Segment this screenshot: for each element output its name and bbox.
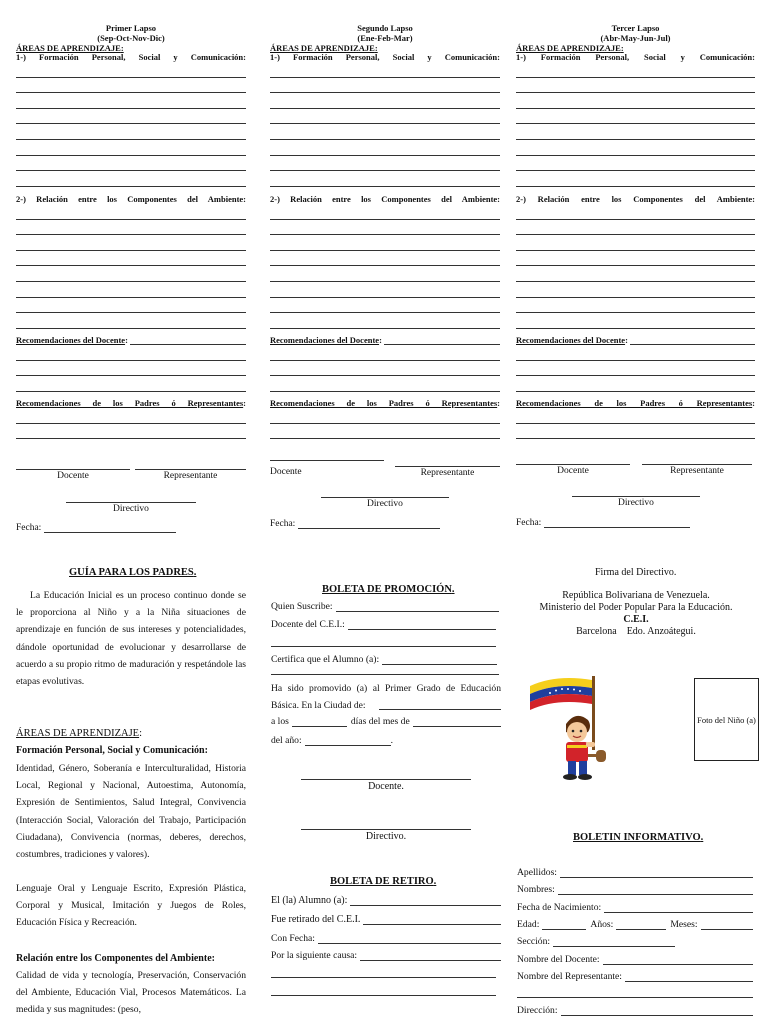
area2-label: 2-) Relación entre los Componentes del Ambiente: [16,194,246,204]
flag-icon [530,676,595,750]
areas-label: ÁREAS DE APRENDIZAJE: [516,43,624,53]
guia-title: GUÍA PARA LOS PADRES. [69,567,197,578]
representante-signature[interactable]: Representante [642,464,752,476]
area2-lines[interactable] [16,204,246,329]
area1-label: 1-) Formación Personal, Social y Comunicación: [516,52,755,62]
nombre-docente-field[interactable]: Nombre del Docente: [517,954,753,965]
edad-field[interactable]: Edad: Años: Meses: [517,919,753,930]
guia-area1-text2: Lenguaje Oral y Lenguaje Escrito, Expresión Plástica, Corporal y Musical, Imitación y Juegos de Roles, Educación Física y Recreación. [16,883,246,929]
firma-directivo: Firma del Directivo. [595,567,677,578]
area2-lines[interactable] [516,204,755,329]
retiro-fecha-field[interactable]: Con Fecha: [271,933,501,944]
rec-padres-lines[interactable] [516,408,755,439]
rec-docente[interactable]: Recomendaciones del Docente : [16,335,246,345]
guia-area2-title: Relación entre los Componentes del Ambiente: [16,953,215,964]
location-line: Barcelona Edo. Anzoátegui. [576,626,696,637]
rec-docente-lines[interactable] [16,345,246,392]
guia-areas-title: ÁREAS DE APRENDIZAJE: [16,728,143,739]
rec-padres[interactable]: Recomendaciones de los Padres ó Representantes : [516,398,755,408]
republica-line: República Bolivariana de Venezuela. [562,590,710,601]
fecha-nacimiento-field[interactable]: Fecha de Nacimiento: [517,902,753,913]
nombres-field[interactable]: Nombres: [517,884,753,895]
blank-line[interactable] [271,674,499,675]
retiro-causa-field[interactable]: Por la siguiente causa: [271,950,501,961]
rec-docente-lines[interactable] [270,345,500,392]
promocion-title: BOLETA DE PROMOCIÓN. [322,584,455,595]
guia-area1-title: Formación Personal, Social y Comunicación: [16,745,208,756]
docente-signature[interactable]: Docente [16,469,130,481]
a-los-field[interactable]: a los días del mes de [271,716,501,727]
areas-label: ÁREAS DE APRENDIZAJE: [16,43,124,53]
quien-suscribe-field[interactable]: Quien Suscribe: [271,601,499,612]
guia-area1-text: Identidad, Género, Soberanía e Interculturalidad, Historia Local, Regional y Nacional, Autoestima, Autonomía, Expresión de Sentimientos, Salud Integral, Convivencia (Interacción Social, Valoración del Trabajo, Participación Ciudadana), Convivencia (normas, deberes, derechos, costumbres, tradiciones y valores). [16,763,246,861]
area1-lines[interactable] [16,62,246,187]
lapso-months: (Sep-Oct-Nov-Dic) [97,33,165,43]
institution-header [516,590,756,638]
guia-intro: La Educación Inicial es un proceso continuo donde se le proporciona al Niño y a la Niña situaciones de aprendizaje en función de sus intereses y potencialidades, dándole oportunidad de evolucionar y desarrollarse de acuerdo a su propio ritmo de maduración y respetándole las etapas evolutivas. [16,590,246,688]
rec-docente[interactable]: Recomendaciones del Docente : [270,335,500,345]
lapso-title: Segundo Lapso [357,23,413,33]
retiro-cei-field[interactable]: Fue retirado del C.E.I. [271,914,501,925]
retiro-title: BOLETA DE RETIRO. [330,876,437,887]
directivo-signature[interactable]: Directivo [66,502,196,514]
rec-padres[interactable]: Recomendaciones de los Padres ó Representantes : [16,398,246,408]
promocion-docente-signature[interactable]: Docente. [301,779,471,792]
promocion-directivo-signature[interactable]: Directivo. [301,829,471,842]
cei-line: C.E.I. [623,614,649,625]
certifica-alumno-field[interactable]: Certifica que el Alumno (a): [271,654,497,665]
representante-signature[interactable]: Representante [395,466,500,478]
retiro-alumno-field[interactable]: El (la) Alumno (a): [271,895,501,906]
lapso-months: (Abr-May-Jun-Jul) [600,33,671,43]
photo-placeholder[interactable]: Foto del Niño (a) [694,678,759,761]
representante-signature[interactable]: Representante [135,469,246,481]
area2-lines[interactable] [270,204,500,329]
fecha-field[interactable]: Fecha: [516,518,690,528]
apellidos-field[interactable]: Apellidos: [517,867,753,878]
fecha-field[interactable]: Fecha: [270,519,440,529]
nombre-representante-field[interactable]: Nombre del Representante: [517,971,753,982]
child-figure [563,716,606,780]
area2-label: 2-) Relación entre los Componentes del Ambiente: [270,194,500,204]
area1-label: 1-) Formación Personal, Social y Comunicación: [270,52,500,62]
area2-label: 2-) Relación entre los Componentes del Ambiente: [516,194,755,204]
ministerio-line: Ministerio del Poder Popular Para la Educación. [539,602,733,613]
direccion-field[interactable]: Dirección: [517,1005,753,1016]
blank-line[interactable] [271,995,496,996]
guia-area2-text: Calidad de vida y tecnología, Preservación, Conservación del Ambiente, Educación Vial, Procesos Matemáticos. La medida y sus magnitudes: (peso, [16,970,246,1016]
rec-docente[interactable]: Recomendaciones del Docente : [516,335,755,345]
area1-lines[interactable] [270,62,500,187]
lapso-title: Primer Lapso [105,23,157,33]
lapso-title: Tercer Lapso [611,23,660,33]
docente-signature[interactable]: Docente [516,464,630,476]
lapso-months: (Ene-Feb-Mar) [357,33,413,43]
blank-line[interactable] [271,646,496,647]
areas-label: ÁREAS DE APRENDIZAJE: [270,43,378,53]
ciudad-line[interactable] [379,709,501,710]
blank-line[interactable] [271,977,496,978]
docente-label: Docente [270,467,302,477]
del-anio-field[interactable]: del año: . [271,735,393,746]
docente-line[interactable] [270,460,384,461]
area1-label: 1-) Formación Personal, Social y Comunicación: [16,52,246,62]
fecha-field[interactable]: Fecha: [16,523,176,533]
area1-lines[interactable] [516,62,755,187]
promovido-text: Ha sido promovido (a) al Primer Grado de Educación Básica. En la Ciudad de: [271,683,501,712]
boletin-title: BOLETIN INFORMATIVO. [573,832,704,843]
rec-padres-lines[interactable] [270,408,500,439]
docente-cei-field[interactable]: Docente del C.E.I.: [271,619,496,630]
seccion-field[interactable]: Sección: [517,936,675,947]
directivo-signature[interactable]: Directivo [572,496,700,508]
directivo-signature[interactable]: Directivo [321,497,449,509]
rec-padres[interactable]: Recomendaciones de los Padres ó Representantes : [270,398,500,408]
blank-line[interactable] [517,997,753,998]
rec-docente-lines[interactable] [516,345,755,392]
rec-padres-lines[interactable] [16,408,246,439]
child-with-venezuelan-flag-icon [526,672,626,784]
